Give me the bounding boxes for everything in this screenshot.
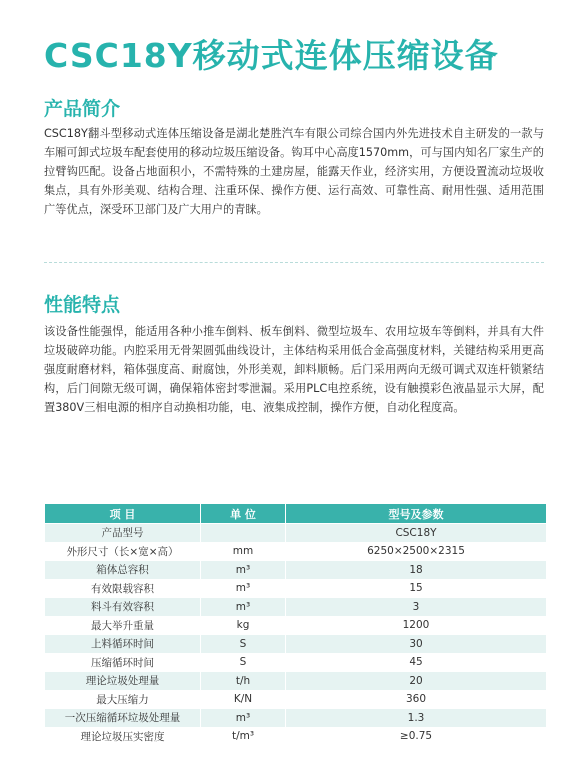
- row-value: 30: [286, 635, 547, 654]
- table-row: [45, 524, 547, 543]
- row-unit: m³: [201, 579, 286, 598]
- row-unit: [201, 524, 286, 543]
- row-item: 理论垃圾压实密度: [45, 727, 201, 746]
- row-unit: m³: [201, 598, 286, 617]
- table-row: [45, 598, 547, 617]
- table-row: [45, 561, 547, 580]
- intro-paragraph: CSC18Y翻斗型移动式连体压缩设备是湖北楚胜汽车有限公司综合国内外先进技术自主研发的一款与车厢可卸式垃圾车配套使用的移动垃圾压缩设备。钩耳中心高度1570mm，可与国内知名厂家生产的拉臂钩匹配。设备占地面积小，不需特殊的土建房屋，能露天作业，经济实用，方便设置流动垃圾收集点，具有外形美观、结构合理、注重环保、操作方便、运行高效、可靠性高、耐用性强、适用范围广等优点，深受环卫部门及广大用户的青睐。: [44, 127, 544, 216]
- row-value: 45: [286, 653, 547, 672]
- table-row: [45, 579, 547, 598]
- header-item: 项 目: [45, 504, 201, 524]
- row-item: 料斗有效容积: [45, 598, 201, 617]
- table-header-row: [45, 504, 547, 524]
- row-item: 外形尺寸（长×宽×高）: [45, 542, 201, 561]
- table-row: [45, 709, 547, 728]
- row-unit: kg: [201, 616, 286, 635]
- row-item: 理论垃圾处理量: [45, 672, 201, 691]
- row-item: 产品型号: [45, 524, 201, 543]
- table-row: [45, 727, 547, 746]
- row-item: 一次压缩循环垃圾处理量: [45, 709, 201, 728]
- intro-heading: 产品简介: [44, 98, 121, 120]
- table-row: [45, 690, 547, 709]
- table-row: [45, 616, 547, 635]
- table-row: [45, 653, 547, 672]
- row-unit: m³: [201, 709, 286, 728]
- row-item: 箱体总容积: [45, 561, 201, 580]
- features-paragraph: 该设备性能强悍，能适用各种小推车倒料、板车倒料、微型垃圾车、农用垃圾车等倒料，并具有大件垃圾破碎功能。内腔采用无骨架圆弧曲线设计，主体结构采用低合金高强度材料，关键结构采用更高强度耐磨材料，箱体强度高、耐腐蚀，外形美观，卸料顺畅。后门采用两向无级可调式双连杆锁紧结构，后门间隙无级可调，确保箱体密封零泄漏。采用PLC电控系统，设有触摸彩色液晶显示大屏，配置380V三相电源的相序自动换相功能，电、液集成控制，操作方便，自动化程度高。: [44, 325, 544, 414]
- row-item: 上料循环时间: [45, 635, 201, 654]
- header-unit: 单 位: [201, 504, 286, 524]
- row-unit: m³: [201, 561, 286, 580]
- row-value: 360: [286, 690, 547, 709]
- row-unit: t/m³: [201, 727, 286, 746]
- row-unit: mm: [201, 542, 286, 561]
- row-value: 1200: [286, 616, 547, 635]
- row-unit: S: [201, 653, 286, 672]
- page-title: CSC18Y移动式连体压缩设备: [44, 36, 499, 75]
- row-item: 压缩循环时间: [45, 653, 201, 672]
- row-value: CSC18Y: [286, 524, 547, 543]
- row-unit: t/h: [201, 672, 286, 691]
- table-row: [45, 542, 547, 561]
- row-item: 有效限载容积: [45, 579, 201, 598]
- table-row: [45, 635, 547, 654]
- row-value: 6250×2500×2315: [286, 542, 547, 561]
- section-divider: [44, 262, 544, 263]
- row-unit: S: [201, 635, 286, 654]
- table-row: [45, 672, 547, 691]
- features-heading: 性能特点: [44, 294, 121, 316]
- row-value: 1.3: [286, 709, 547, 728]
- row-item: 最大压缩力: [45, 690, 201, 709]
- row-value: 15: [286, 579, 547, 598]
- spec-table: [44, 503, 547, 746]
- row-value: ≥0.75: [286, 727, 547, 746]
- header-params: 型号及参数: [286, 504, 547, 524]
- row-value: 3: [286, 598, 547, 617]
- row-value: 18: [286, 561, 547, 580]
- row-item: 最大举升重量: [45, 616, 201, 635]
- row-unit: K/N: [201, 690, 286, 709]
- row-value: 20: [286, 672, 547, 691]
